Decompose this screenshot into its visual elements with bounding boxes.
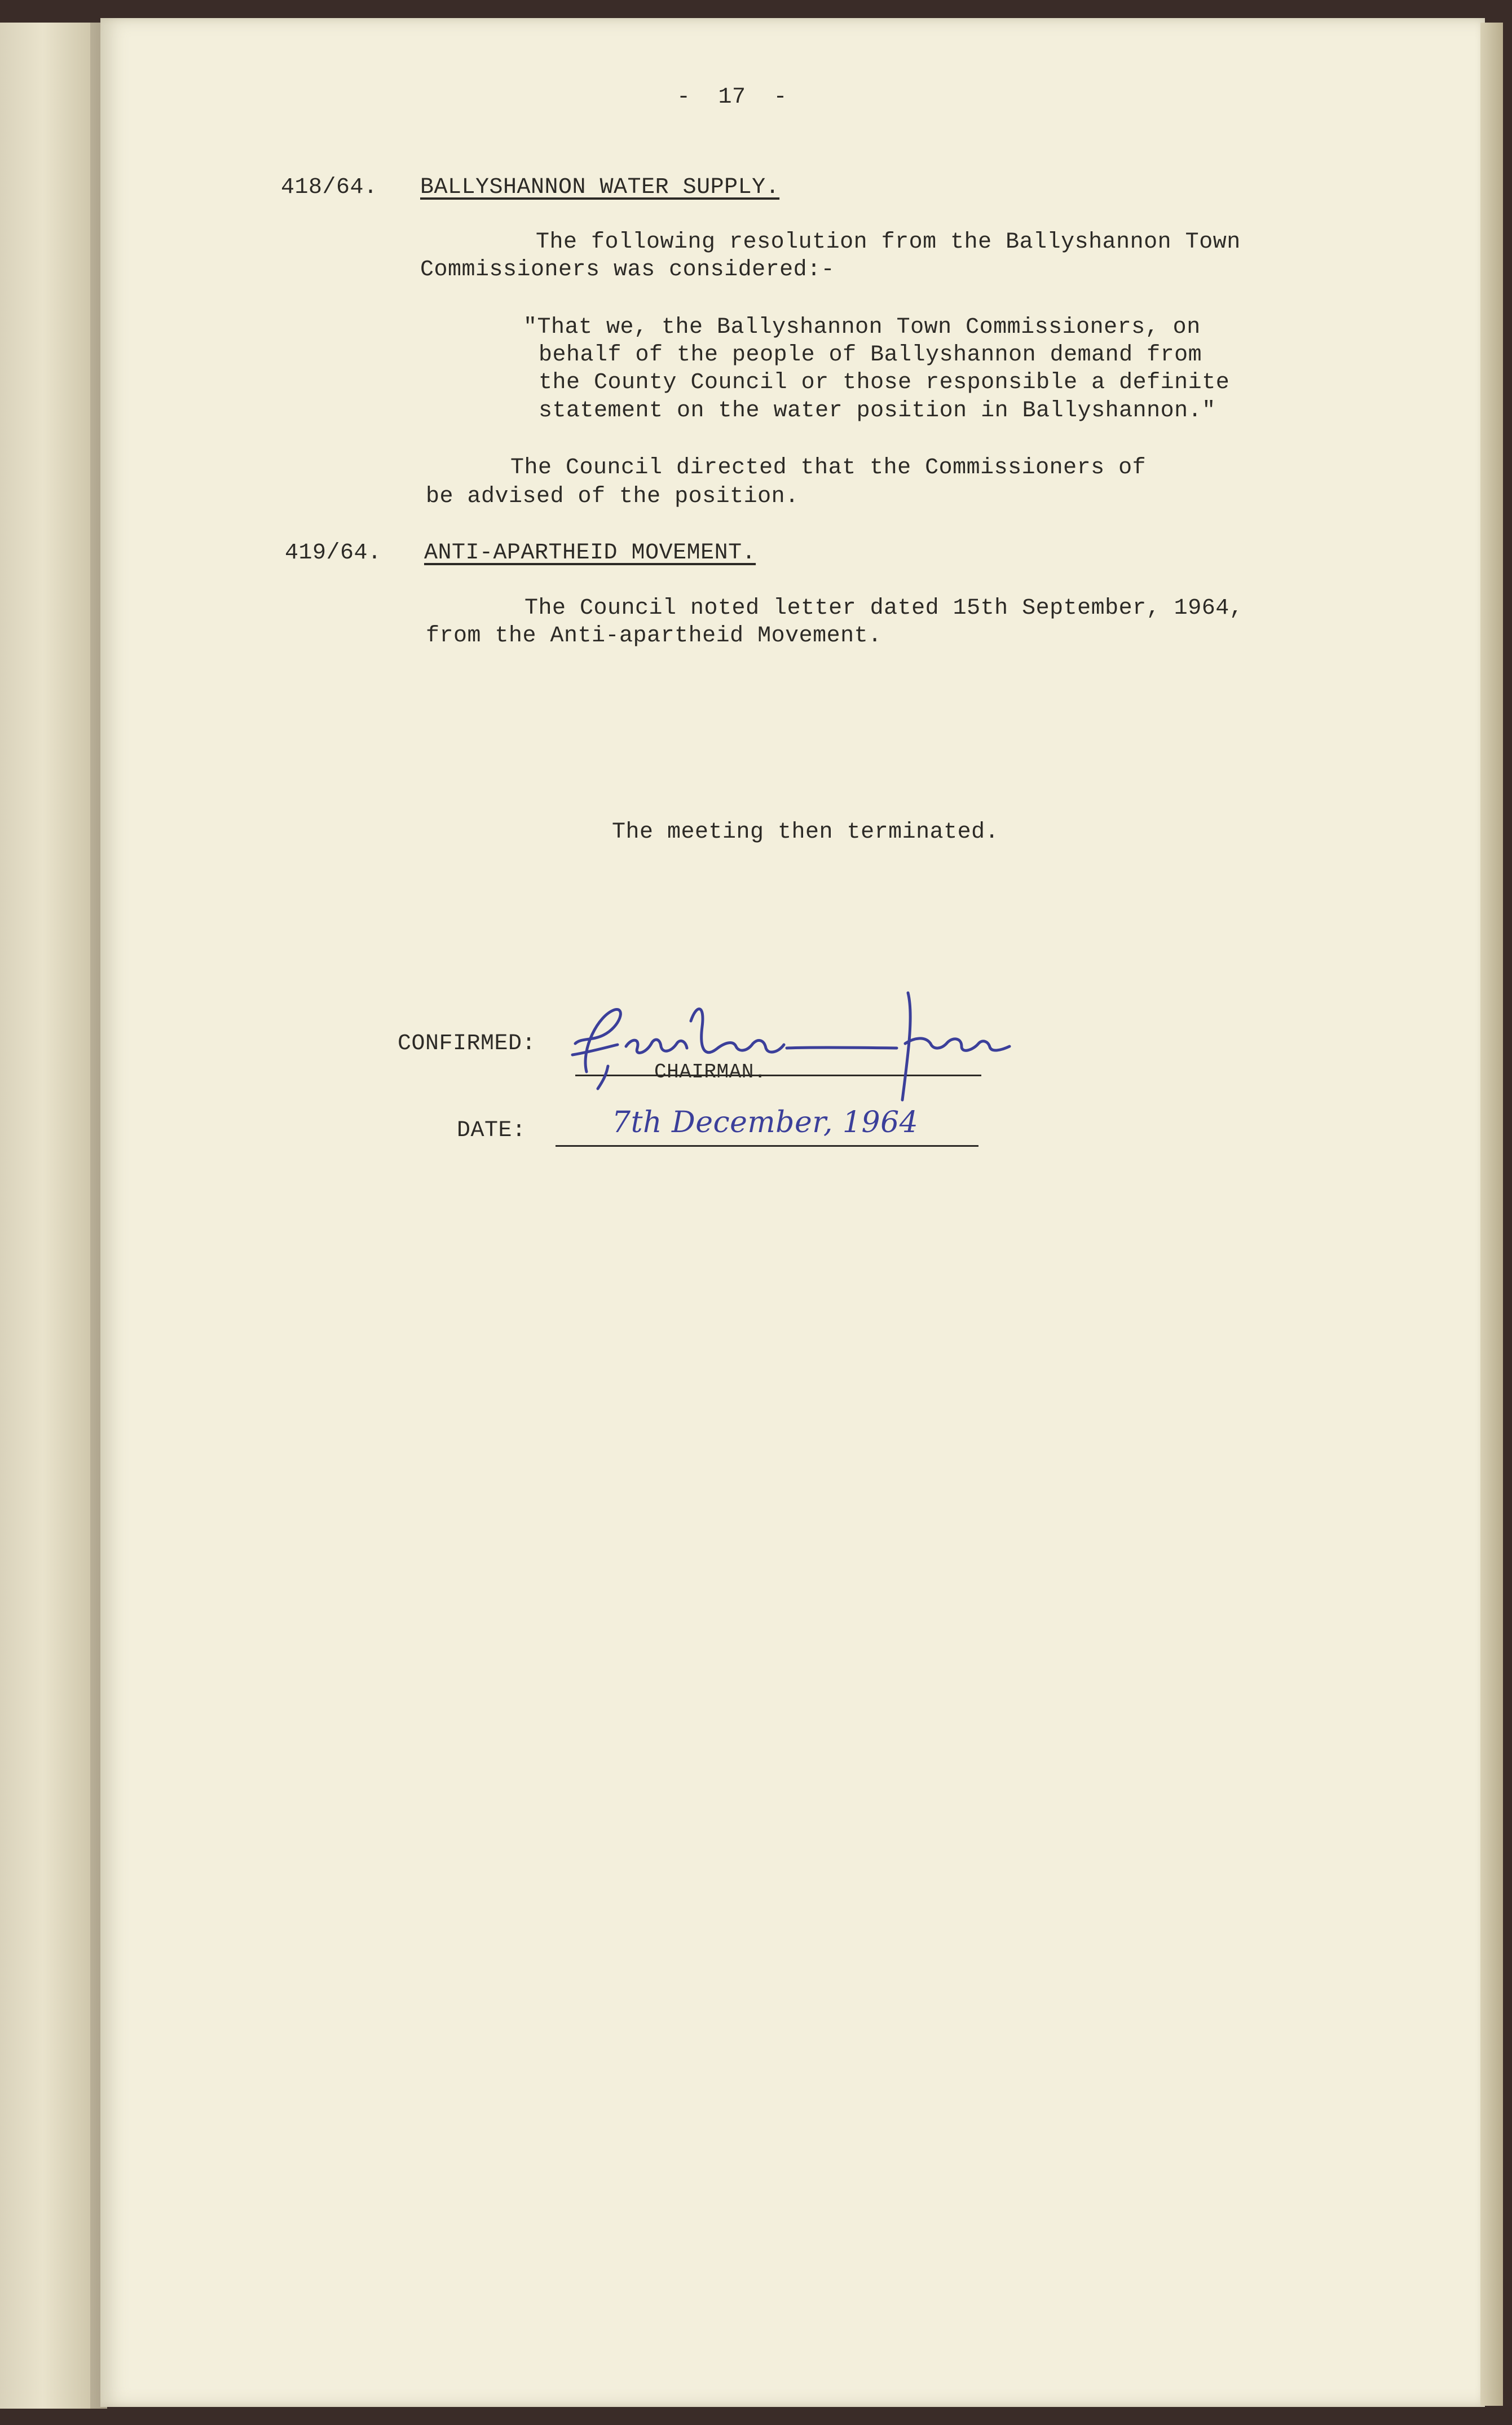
date-line [556,1145,978,1147]
chairman-label: CHAIRMAN. [654,1060,766,1084]
paragraph-line: The following resolution from the Ballyshannon Town [536,230,1241,255]
chairman-signature [564,982,1060,1106]
page-edge [1480,23,1503,2406]
paragraph-line: The Council directed that the Commissioners of [510,455,1147,481]
quote-line: the County Council or those responsible a definite [539,370,1230,395]
item-heading: ANTI-APARTHEID MOVEMENT. [424,540,756,566]
item-number: 418/64. [281,175,378,200]
page-number: - 17 - [677,85,788,110]
closing-line: The meeting then terminated. [612,820,999,845]
paragraph-line: from the Anti-apartheid Movement. [426,623,882,649]
quote-line: behalf of the people of Ballyshannon demand from [539,342,1202,368]
item-heading: BALLYSHANNON WATER SUPPLY. [420,175,780,200]
paragraph-line: Commissioners was considered:- [420,257,835,283]
handwritten-date: 7th December, 1964 [612,1106,919,1139]
confirmed-label: CONFIRMED: [398,1031,536,1057]
quote-line: "That we, the Ballyshannon Town Commissioners, on [523,315,1201,340]
item-number: 419/64. [285,540,382,566]
quote-line: statement on the water position in Ballyshannon." [539,398,1216,424]
date-label: DATE: [457,1118,526,1143]
paragraph-line: The Council noted letter dated 15th September, 1964, [524,596,1244,621]
paragraph-line: be advised of the position. [426,484,799,509]
